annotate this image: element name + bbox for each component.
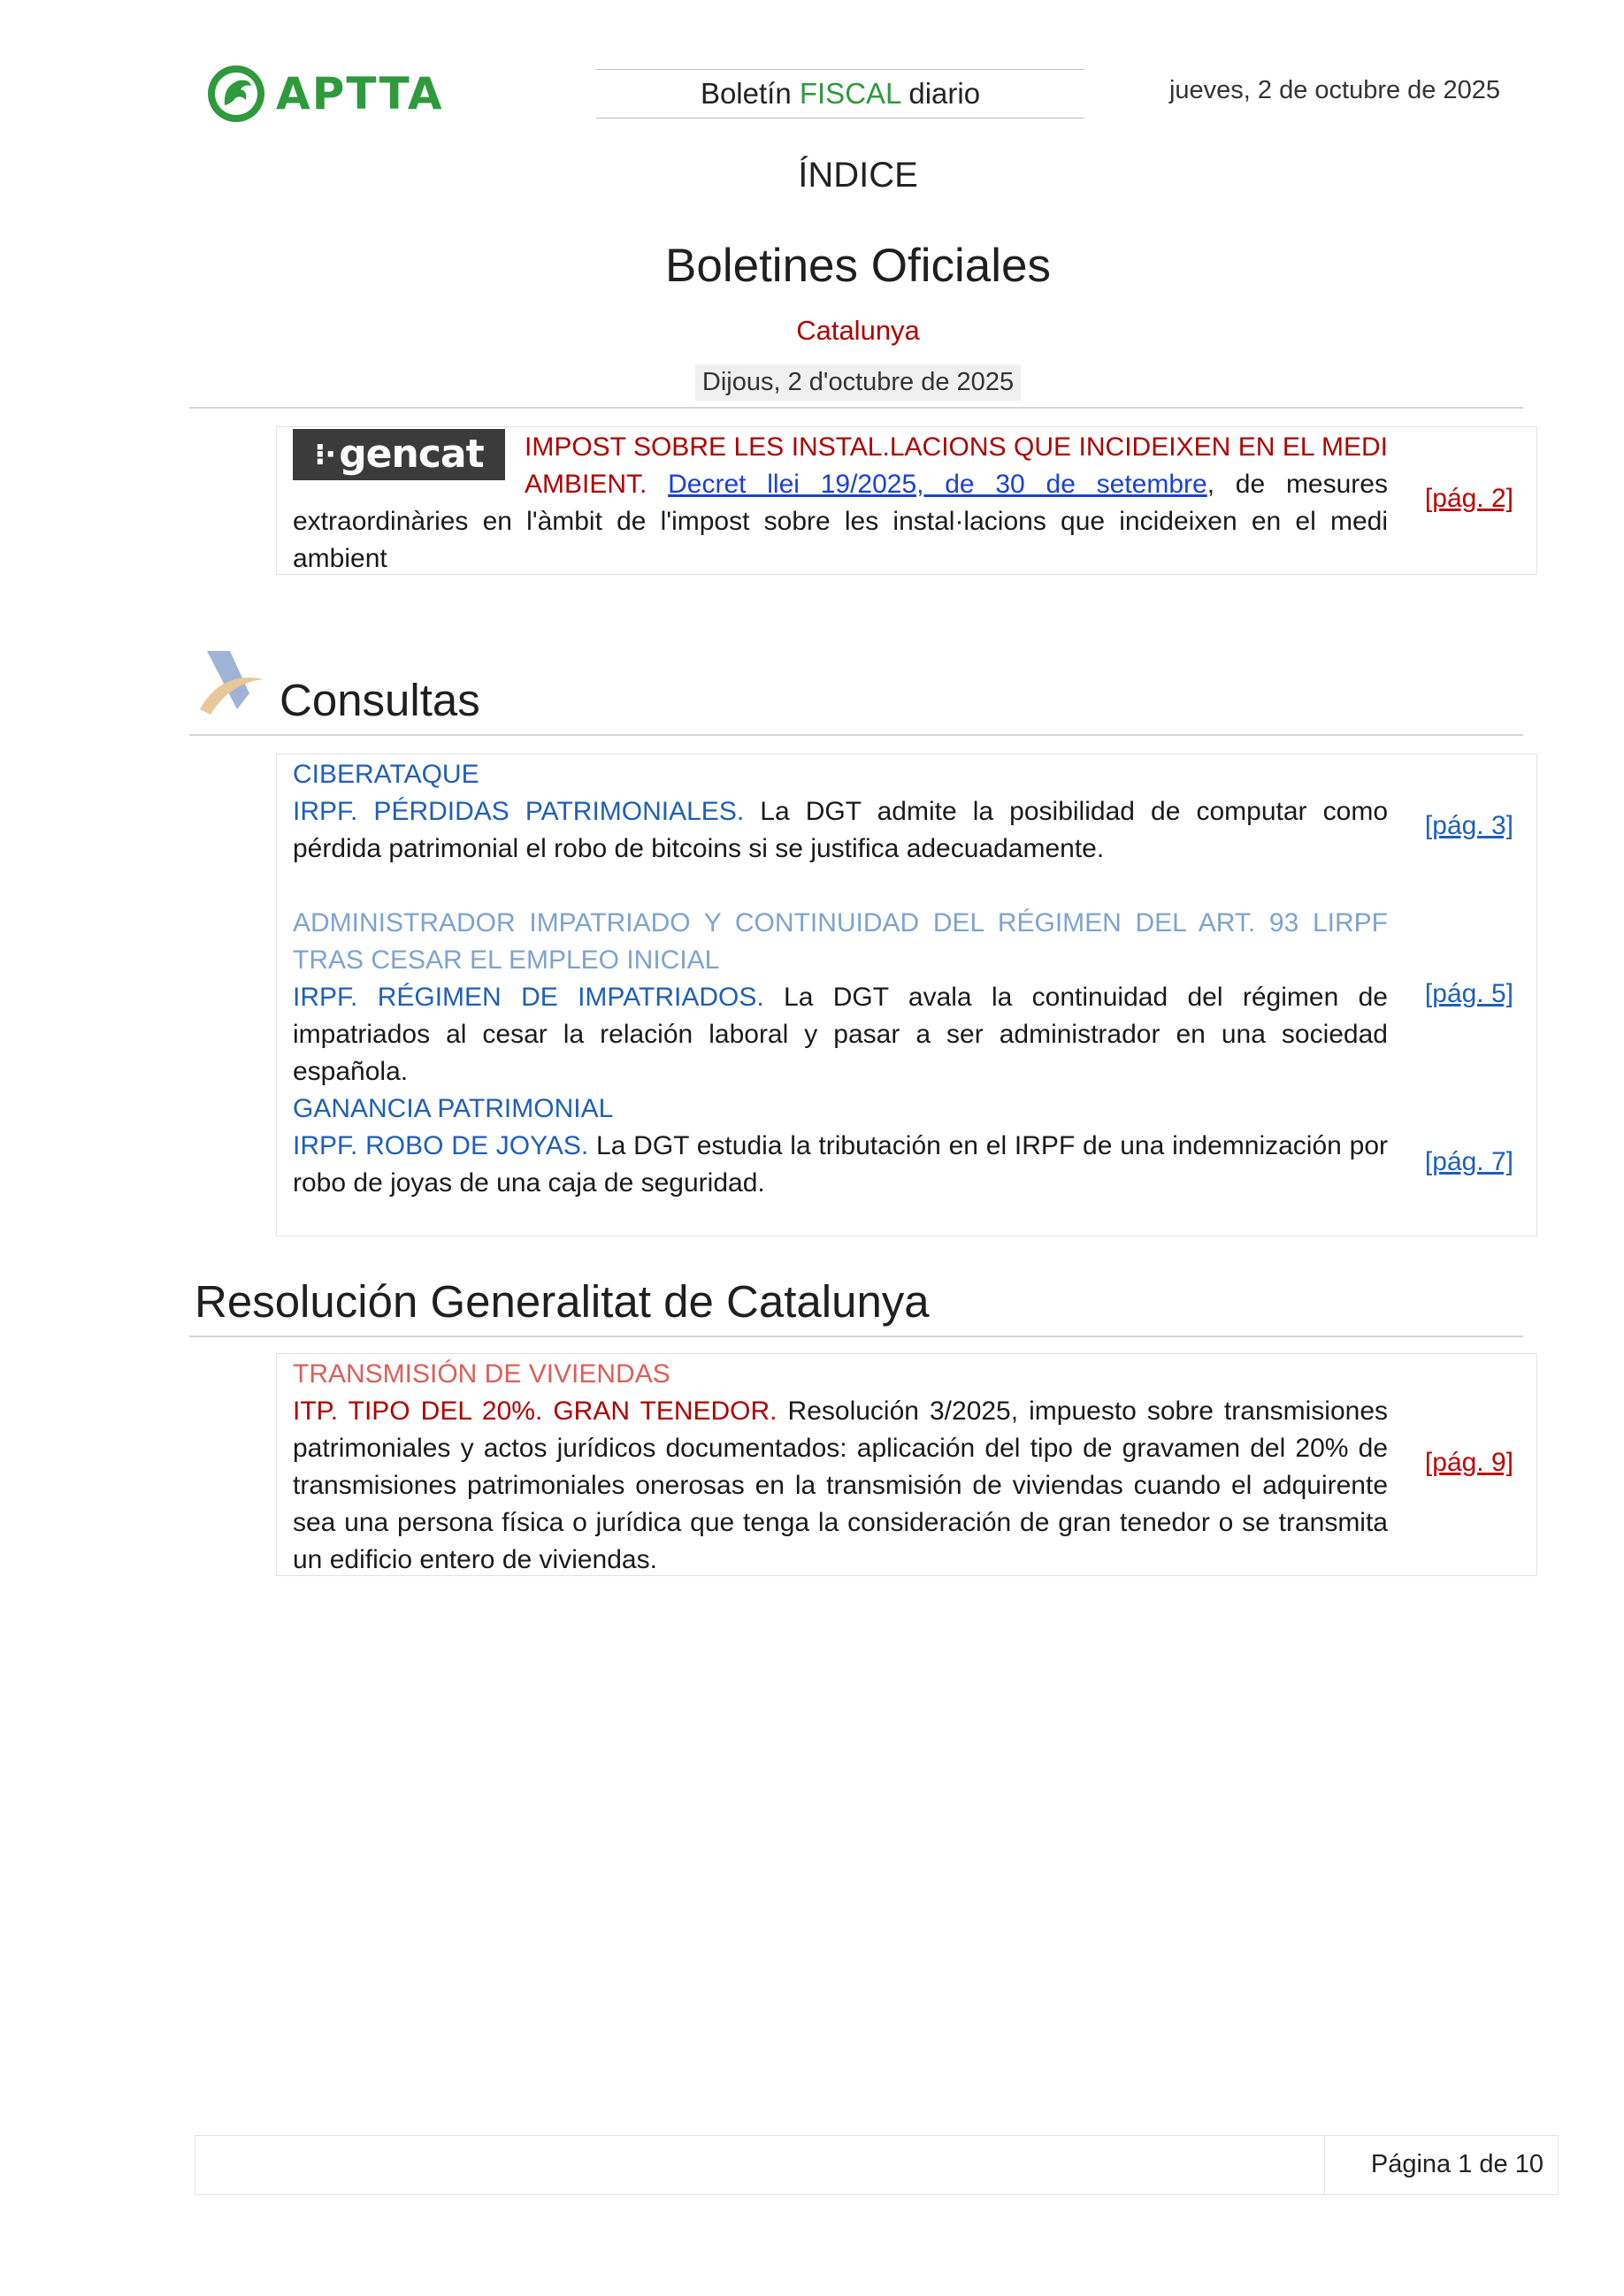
page-ref-link[interactable]: [pág. 3] xyxy=(1424,811,1513,840)
resolucion-entry xyxy=(293,1356,1388,1579)
consulta-entry xyxy=(293,1091,1388,1202)
consulta-category: GANANCIA PATRIMONIAL xyxy=(293,1094,614,1123)
consulta-heading: IRPF. ROBO DE JOYAS. xyxy=(293,1131,589,1160)
resolucion-category: TRANSMISIÓN DE VIVIENDAS xyxy=(293,1359,670,1389)
consulta-heading: IRPF. PÉRDIDAS PATRIMONIALES. xyxy=(293,797,745,826)
resolucion-box xyxy=(276,1353,1537,1576)
gazette-entry-heading: IMPOST SOBRE LES INSTAL.LACIONS QUE INCIDEIXEN EN EL MEDI AMBIENT. xyxy=(525,432,1388,499)
gazette-date-wrap xyxy=(0,364,1624,401)
divider xyxy=(189,734,1523,736)
gencat-logo: ⁝· gencat xyxy=(293,429,505,480)
footer xyxy=(195,2135,1559,2195)
consulta-entry xyxy=(293,756,1388,868)
consulta-text: La DGT admite la posibilidad de computar como pérdida patrimonial el robo de bitcoins si se justifica adecuadamente. xyxy=(293,797,1388,863)
boletines-title: Boletines Oficiales xyxy=(665,240,1051,292)
gazette-date: Dijous, 2 d'octubre de 2025 xyxy=(695,364,1021,401)
divider xyxy=(189,407,1523,409)
gazette-entry xyxy=(276,426,1537,575)
page-ref-link[interactable]: [pág. 7] xyxy=(1424,1147,1513,1176)
decree-link[interactable]: Decret llei 19/2025, de 30 de setembre xyxy=(668,470,1207,499)
page-number: Página 1 de 10 xyxy=(1370,2150,1544,2178)
consulta-text: La DGT estudia la tributación en el IRPF de una indemnización por robo de joyas de una caja de seguridad. xyxy=(293,1131,1388,1198)
consulta-category: ADMINISTRADOR IMPATRIADO Y CONTINUIDAD DEL RÉGIMEN DEL ART. 93 LIRPF TRAS CESAR EL EMPLEO INICIAL xyxy=(293,908,1388,975)
consulta-entry xyxy=(293,905,1388,1091)
logo-text: APTTA xyxy=(276,68,444,119)
resolucion-text: Resolución 3/2025, impuesto sobre transmisiones patrimoniales y actos jurídicos documentados: aplicación del tipo de gravamen del 20% de transmisiones patrimoniales onerosas en la transmisión de viviendas cuando el adquirente sea una persona física o jurídica que tenga la consideración de gran tenedor o se transmita un edificio entero de viviendas. xyxy=(293,1397,1389,1574)
header-date: jueves, 2 de octubre de 2025 xyxy=(1168,76,1500,104)
index-title: ÍNDICE xyxy=(798,156,918,195)
divider xyxy=(189,1336,1523,1337)
gencat-dots-icon: ⁝· xyxy=(314,437,336,472)
resolucion-heading: ITP. TIPO DEL 20%. GRAN TENEDOR. xyxy=(293,1397,778,1426)
bulletin-title: Boletín FISCAL diario xyxy=(596,69,1084,119)
page-ref-link[interactable]: [pág. 9] xyxy=(1424,1448,1513,1477)
region-title: Catalunya xyxy=(796,315,920,346)
aeat-icon xyxy=(195,644,269,723)
consulta-category: CIBERATAQUE xyxy=(293,760,479,789)
footer-separator xyxy=(1324,2136,1325,2194)
consulta-heading: IRPF. RÉGIMEN DE IMPATRIADOS. xyxy=(293,983,764,1012)
aptta-logo xyxy=(205,58,453,129)
aptta-logo-icon xyxy=(205,63,267,125)
gazette-entry-text xyxy=(293,429,1388,578)
page-ref-link[interactable]: [pág. 2] xyxy=(1424,484,1513,513)
gazette-entry-body: , de mesures extraordinàries en l'àmbit de l'impost sobre les instal·lacions que incideixen en el medi ambient xyxy=(293,470,1388,573)
consultas-box xyxy=(276,754,1537,1236)
consultas-title: Consultas xyxy=(280,675,480,725)
resolucion-title: Resolución Generalitat de Catalunya xyxy=(195,1276,930,1327)
page-ref-link[interactable]: [pág. 5] xyxy=(1424,979,1513,1008)
consulta-text: La DGT avala la continuidad del régimen de impatriados al cesar la relación laboral y pasar a ser administrador en una sociedad española. xyxy=(293,983,1388,1086)
